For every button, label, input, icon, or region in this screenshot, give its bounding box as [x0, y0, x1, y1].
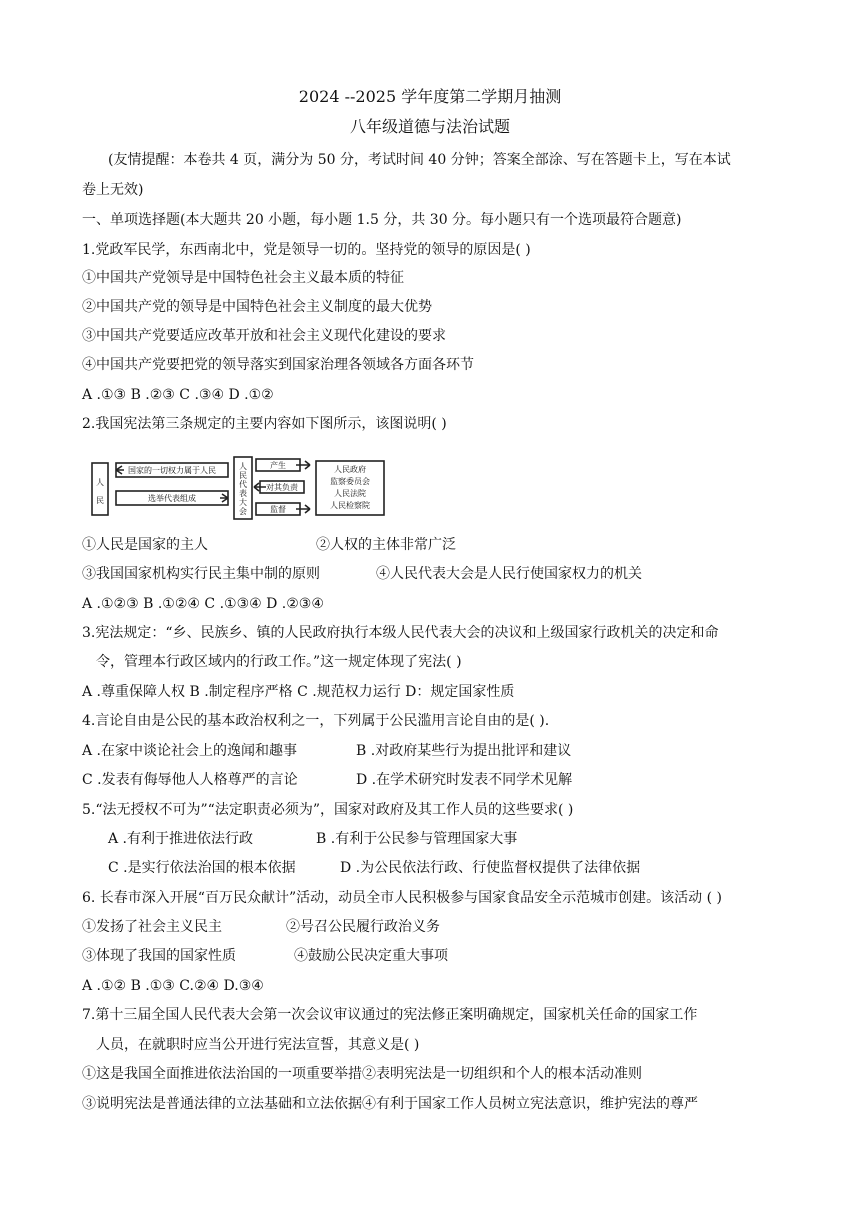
q7-items-line-2: ③说明宪法是普通法律的立法基础和立法依据④有利于国家工作人员树立宪法意识，维护宪法的尊严	[82, 1096, 698, 1112]
arrow-label-responsible: 对其负责	[266, 483, 298, 492]
q4-stem: 4.言论自由是公民的基本政治权利之一，下列属于公民滥用言论自由的是( ).	[82, 713, 550, 729]
npc-char-4: 表	[239, 489, 247, 498]
q2-options: A .①②③ B .①②④ C .①③④ D .②③④	[82, 596, 324, 612]
people-label-2: 民	[96, 496, 104, 505]
npc-char-5: 大	[239, 498, 247, 507]
q2-item-4: ④人民代表大会是人民行使国家权力的机关	[376, 566, 642, 582]
q1-options: A .①③ B .②③ C .③④ D .①②	[82, 387, 274, 403]
organ-4: 人民检察院	[330, 501, 370, 510]
arrow-label-produce: 产生	[270, 461, 286, 470]
arrow-label-power: 国家的一切权力属于人民	[128, 466, 216, 475]
q5-stem: 5.“法无授权不可为”“法定职责必须为”，国家对政府及其工作人员的这些要求( )	[82, 802, 574, 818]
q7-items-line-1: ①这是我国全面推进依法治国的一项重要举措②表明宪法是一切组织和个人的根本活动准则	[82, 1066, 642, 1082]
npc-char-2: 民	[239, 471, 247, 480]
q4-option-a: A .在家中谈论社会上的逸闻和趣事	[82, 743, 298, 759]
notice-line-2: 卷上无效)	[82, 182, 144, 198]
q6-item-3: ③体现了我国的国家性质	[82, 948, 236, 964]
q6-options: A .①② B .①③ C.②④ D.③④	[82, 978, 264, 994]
q3-options: A .尊重保障人权 B .制定程序严格 C .规范权力运行 D：规定国家性质	[82, 684, 515, 700]
exam-title: 2024 --2025 学年度第二学期月抽测	[298, 87, 562, 106]
q6-item-2: ②号召公民履行政治义务	[286, 919, 440, 935]
q1-item-4: ④中国共产党要把党的领导落实到国家治理各领域各方面各环节	[82, 357, 474, 373]
organ-3: 人民法院	[334, 489, 366, 498]
organ-2: 监察委员会	[330, 477, 370, 486]
q1-item-3: ③中国共产党要适应改革开放和社会主义现代化建设的要求	[82, 328, 446, 344]
q4-option-b: B .对政府某些行为提出批评和建议	[356, 743, 572, 759]
q1-item-1: ①中国共产党领导是中国特色社会主义最本质的特征	[82, 270, 404, 286]
q6-stem: 6. 长春市深入开展“百万民众献计”活动，动员全市人民积极参与国家食品安全示范城市创建。该活动 ( )	[82, 890, 722, 906]
q2-item-3: ③我国国家机构实行民主集中制的原则	[82, 566, 320, 582]
q7-stem-2: 人员，在就职时应当公开进行宪法宣誓，其意义是( )	[96, 1037, 420, 1053]
q7-stem-1: 7.第十三届全国人民代表大会第一次会议审议通过的宪法修正案明确规定，国家机关任命的国家工作	[82, 1007, 698, 1023]
q4-option-c: C .发表有侮辱他人人格尊严的言论	[82, 772, 298, 788]
q5-option-a: A .有利于推进依法行政	[108, 831, 254, 847]
q2-item-2: ②人权的主体非常广泛	[316, 537, 456, 553]
q3-stem-2: 令，管理本行政区域内的行政工作。”这一规定体现了宪法( )	[96, 654, 462, 670]
organ-1: 人民政府	[334, 465, 366, 474]
constitution-article3-diagram	[90, 455, 390, 521]
q3-stem-1: 3.宪法规定：“乡、民族乡、镇的人民政府执行本级人民代表大会的决议和上级国家行政机关的决定和命	[82, 625, 719, 641]
q6-item-4: ④鼓励公民决定重大事项	[294, 948, 448, 964]
q6-item-1: ①发扬了社会主义民主	[82, 919, 222, 935]
people-box	[92, 463, 108, 515]
npc-char-6: 会	[239, 507, 247, 516]
section-heading: 一、单项选择题(本大题共 20 小题，每小题 1.5 分，共 30 分。每小题只有一个选项最符合题意)	[82, 212, 682, 228]
arrow-label-elect: 选举代表组成	[148, 494, 196, 503]
notice-line-1: (友情提醒：本卷共 4 页，满分为 50 分，考试时间 40 分钟；答案全部涂、写在答题卡上，写在本试	[108, 152, 731, 168]
q2-item-1: ①人民是国家的主人	[82, 537, 208, 553]
q2-stem: 2.我国宪法第三条规定的主要内容如下图所示，该图说明( )	[82, 416, 447, 432]
q4-option-d: D .在学术研究时发表不同学术见解	[356, 772, 573, 788]
q1-item-2: ②中国共产党的领导是中国特色社会主义制度的最大优势	[82, 299, 432, 315]
people-label: 人	[96, 478, 104, 487]
exam-subtitle: 八年级道德与法治试题	[349, 117, 510, 136]
q5-option-c: C .是实行依法治国的根本依据	[108, 860, 296, 876]
arrow-label-supervise: 监督	[270, 505, 286, 514]
q5-option-b: B .有利于公民参与管理国家大事	[316, 831, 518, 847]
npc-char-1: 人	[239, 462, 247, 471]
q5-option-d: D .为公民依法行政、行使监督权提供了法律依据	[340, 860, 641, 876]
q1-stem: 1.党政军民学，东西南北中，党是领导一切的。坚持党的领导的原因是( )	[82, 242, 531, 258]
npc-char-3: 代	[239, 480, 247, 489]
